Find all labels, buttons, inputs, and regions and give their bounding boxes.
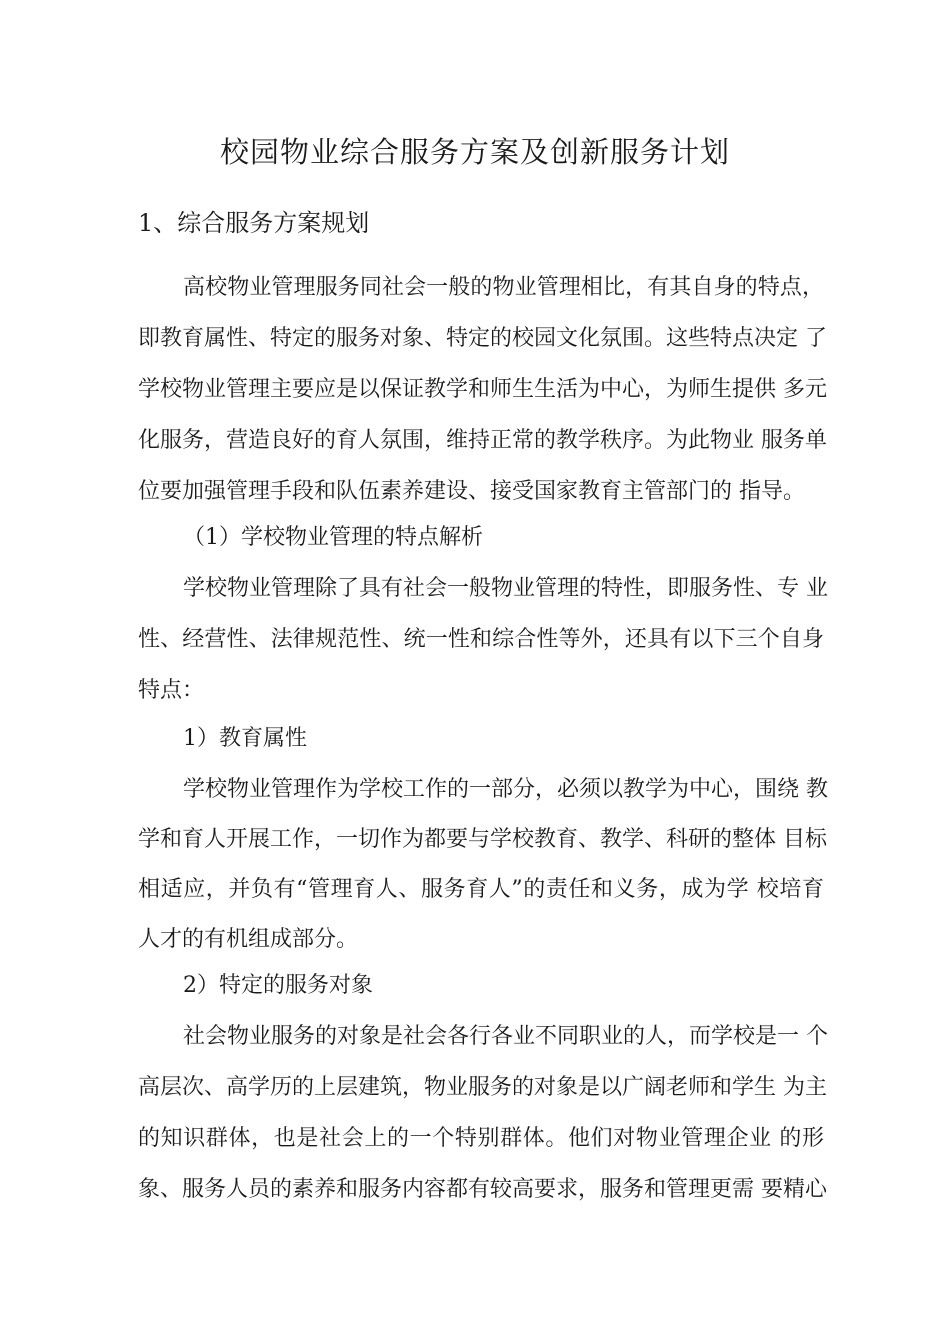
paragraph-line: 学和育人开展工作，一切作为都要与学校教育、教学、科研的整体 目标 <box>138 827 827 852</box>
item-heading: 2）特定的服务对象 <box>183 973 373 998</box>
paragraph-line: 性、经营性、法律规范性、统一性和综合性等外，还具有以下三个自身 <box>138 627 824 652</box>
paragraph-line: 高校物业管理服务同社会一般的物业管理相比，有其自身的特点， <box>183 275 824 300</box>
paragraph-line: 学校物业管理作为学校工作的一部分，必须以教学为中心，围绕 教 <box>183 777 828 802</box>
paragraph-line: 即教育属性、特定的服务对象、特定的校园文化氛围。这些特点决定 了 <box>138 326 827 351</box>
paragraph-line: 特点： <box>138 678 205 703</box>
paragraph-line: 学校物业管理除了具有社会一般物业管理的特性，即服务性、专 业 <box>183 576 828 601</box>
paragraph-line: 学校物业管理主要应是以保证教学和师生生活为中心，为师生提供 多元 <box>138 377 827 402</box>
paragraph-line: 高层次、高学历的上层建筑，物业服务的对象是以广阔老师和学生 为主 <box>138 1075 827 1100</box>
paragraph-line: 的知识群体，也是社会上的一个特别群体。他们对物业管理企业 的形 <box>138 1126 824 1151</box>
paragraph-line: 化服务，营造良好的育人氛围，维持正常的教学秩序。为此物业 服务单 <box>138 428 827 453</box>
paragraph-line: 相适应，并负有“管理育人、服务育人”的责任和义务，成为学 校培育 <box>138 877 824 902</box>
section-heading: 1、综合服务方案规划 <box>138 209 370 237</box>
paragraph-line: 位要加强管理手段和队伍素养建设、接受国家教育主管部门的 指导。 <box>138 479 805 504</box>
paragraph-line: 象、服务人员的素养和服务内容都有较高要求，服务和管理更需 要精心 <box>138 1177 827 1202</box>
paragraph-line: 人才的有机组成部分。 <box>138 927 359 952</box>
subheading: （1）学校物业管理的特点解析 <box>183 525 483 550</box>
document-title: 校园物业综合服务方案及创新服务计划 <box>219 135 730 169</box>
paragraph-line: 社会物业服务的对象是社会各行各业不同职业的人，而学校是一 个 <box>183 1024 828 1049</box>
item-heading: 1）教育属性 <box>183 726 307 751</box>
